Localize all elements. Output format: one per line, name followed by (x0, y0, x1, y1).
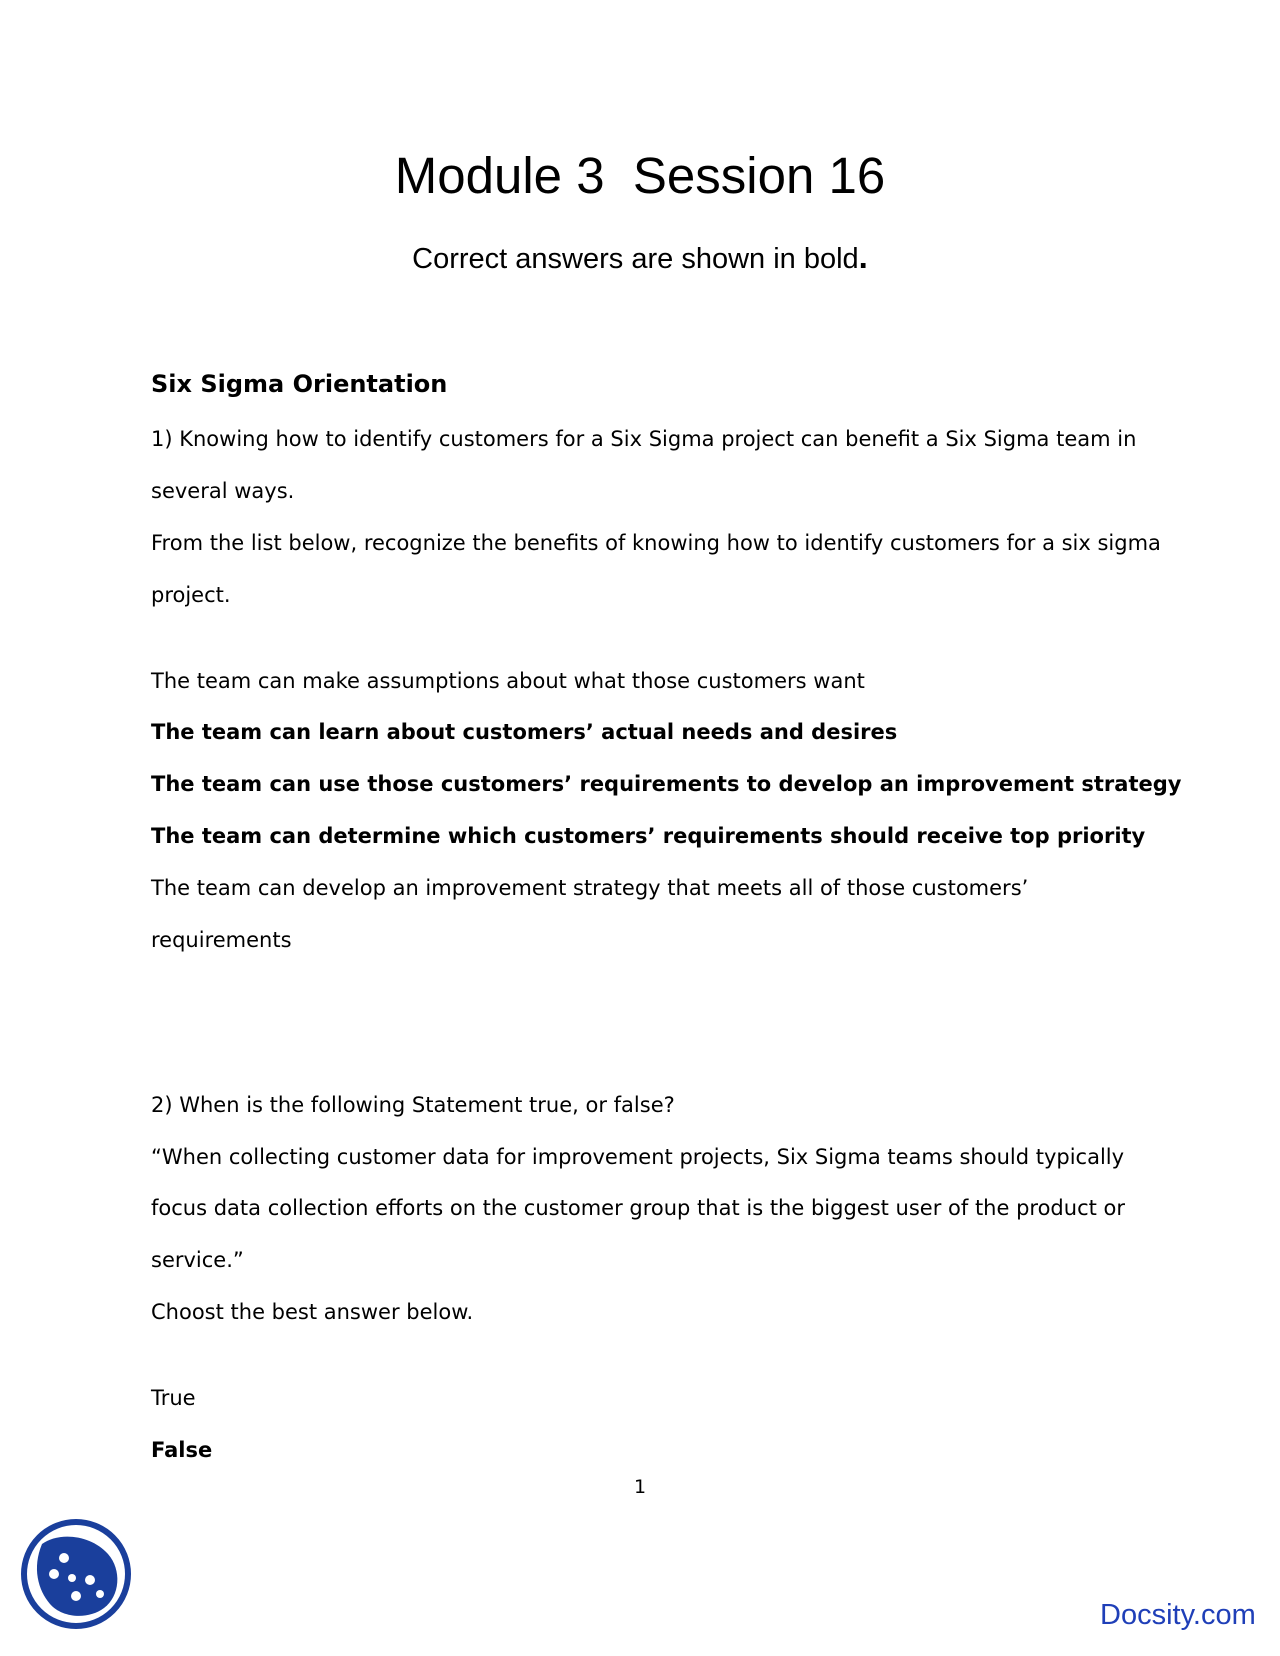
question1-option-4: The team can determine which customers’ requirements should receive top priority (151, 824, 1146, 848)
question1-option-1: The team can make assumptions about what those customers want (151, 669, 865, 693)
question1-line4: project. (151, 583, 231, 607)
question2-option-true: True (151, 1386, 196, 1410)
question1-option-3: The team can use those customers’ requirements to develop an improvement strategy (151, 772, 1182, 796)
document-title: Module 3 Session 16 (394, 147, 886, 204)
page-number: 1 (633, 1476, 647, 1498)
question2-line1: 2) When is the following Statement true, or false? (151, 1093, 675, 1117)
question2-option-false: False (151, 1438, 213, 1462)
question2-line3: focus data collection efforts on the customer group that is the biggest user of the product or (151, 1196, 1126, 1220)
subtitle-dot: . (858, 238, 868, 275)
question1-option-5: The team can develop an improvement strategy that meets all of those customers’ (151, 876, 1029, 900)
question2-line2: “When collecting customer data for improvement projects, Six Sigma teams should typically (151, 1145, 1125, 1169)
question1-option-5-cont: requirements (151, 928, 292, 952)
question1-line3: From the list below, recognize the benefits of knowing how to identify customers for a six sigma (151, 531, 1161, 555)
document-subtitle (0, 238, 1280, 278)
section-heading: Six Sigma Orientation (151, 370, 448, 398)
question1-line1: 1) Knowing how to identify customers for a Six Sigma project can benefit a Six Sigma team in (151, 427, 1137, 451)
docsity-brand-link[interactable]: Docsity.com (1100, 1599, 1256, 1631)
question1-line2: several ways. (151, 479, 295, 503)
docsity-logo-icon[interactable] (20, 1518, 132, 1630)
subtitle-text: Correct answers are shown in bold (412, 243, 859, 275)
docsity-logo-svg (20, 1518, 132, 1630)
question2-line5: Choost the best answer below. (151, 1300, 474, 1324)
question1-option-2: The team can learn about customers’ actual needs and desires (151, 720, 898, 744)
question2-line4: service.” (151, 1248, 244, 1272)
